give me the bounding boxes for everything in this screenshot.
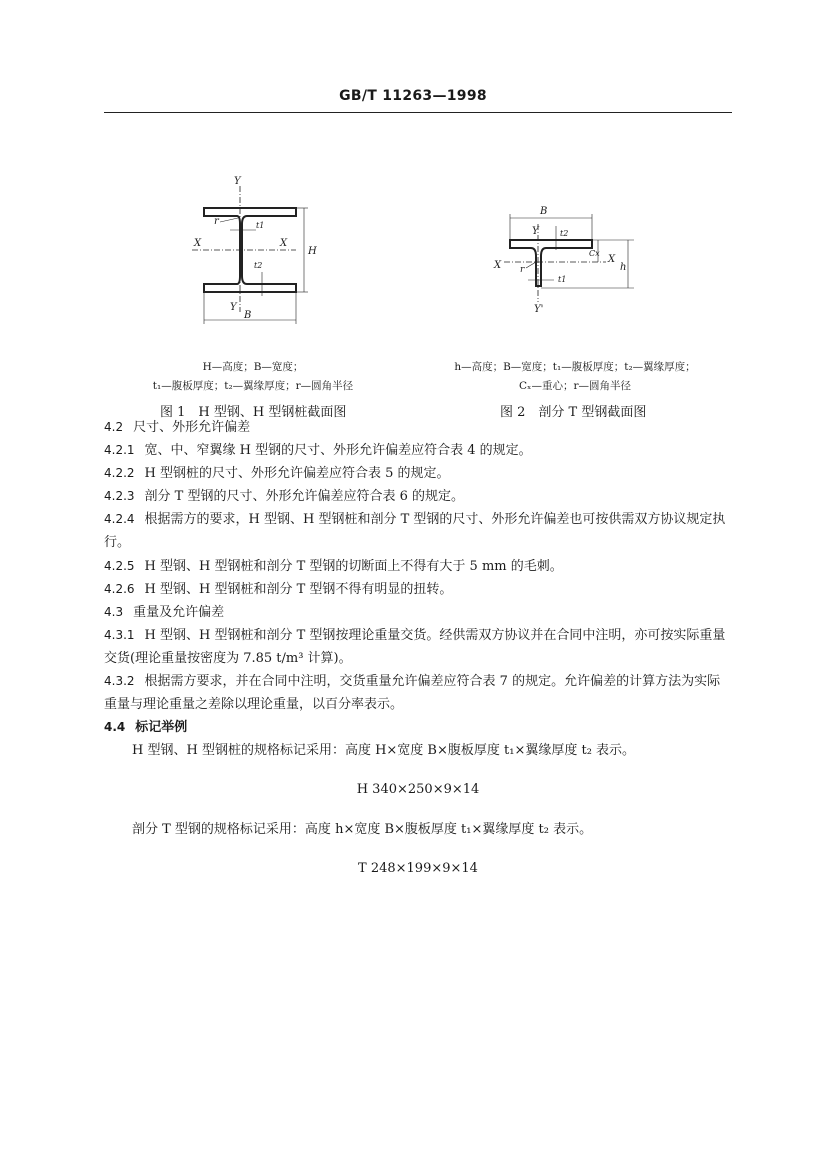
fig1-label-y-bottom: Y (230, 302, 237, 313)
section-4-3: 4.3 重量及允许偏差 (104, 604, 225, 620)
fig2-label-b: B (540, 206, 548, 217)
section-4-2-1: 4.2.1 宽、中、窄翼缘 H 型钢的尺寸、外形允许偏差应符合表 4 的规定。 (104, 443, 532, 459)
fig1-label-t2: t2 (254, 261, 263, 270)
section-4-2-3: 4.2.3 剖分 T 型钢的尺寸、外形允许偏差应符合表 6 的规定。 (104, 489, 465, 505)
fig1-label-r: r (214, 216, 219, 227)
fig2-label-x-left: X (494, 260, 502, 271)
figure-2-t-section-diagram (494, 206, 644, 316)
fig2-label-cx: Cx (589, 249, 600, 258)
figure-1-legend (118, 358, 388, 396)
section-4-2-5: 4.2.5 H 型钢、H 型钢桩和剖分 T 型钢的切断面上不得有大于 5 mm 的毛刺。 (104, 558, 563, 574)
h-example: H 340×250×9×14 (356, 782, 480, 798)
fig1-label-x-right: X (280, 238, 288, 249)
h-spec-text: H 型钢、H 型钢桩的规格标记采用：高度 H×宽度 B×腹板厚度 t₁×翼缘厚度 t₂ 表示。 (132, 743, 636, 759)
figure-1-h-beam-diagram (180, 172, 320, 332)
section-4-2-6: 4.2.6 H 型钢、H 型钢桩和剖分 T 型钢不得有明显的扭转。 (104, 581, 453, 597)
figure-1-caption: 图 1 H 型钢、H 型钢桩截面图 (160, 405, 347, 420)
t-spec-text: 剖分 T 型钢的规格标记采用：高度 h×宽度 B×腹板厚度 t₁×翼缘厚度 t₂ 表示。 (132, 821, 593, 837)
section-4-3-2: 4.3.2 根据需方要求，并在合同中注明，交货重量允许偏差应符合表 7 的规定。允许偏差的计算方法为实际重量与理论重量之差除以理论重量，以百分率表示。 (104, 674, 721, 713)
figure-2-legend-line-1: h—高度；B—宽度；t₁—腹板厚度；t₂—翼缘厚度； (454, 361, 696, 373)
fig2-label-x-right: X (608, 254, 616, 265)
fig2-label-t2: t2 (560, 229, 569, 238)
section-4-2-4: 4.2.4 根据需方的要求，H 型钢、H 型钢桩和剖分 T 型钢的尺寸、外形允许偏差也可按供需双方协议规定执行。 (104, 512, 726, 551)
fig1-label-b: B (244, 310, 252, 321)
fig1-label-h: H (308, 246, 317, 257)
figure-1-legend-line-2: t₁—腹板厚度；t₂—翼缘厚度；r—圆角半径 (152, 380, 354, 392)
fig2-label-y-bottom: Y' (534, 304, 544, 315)
figure-1-legend-line-1: H—高度；B—宽度； (202, 361, 304, 373)
fig2-label-y-top: Y (532, 226, 539, 237)
section-4-4: 4.4 标记举例 (104, 720, 188, 736)
header-rule (104, 112, 732, 113)
fig1-label-t1: t1 (256, 221, 265, 230)
fig1-label-x-left: X (194, 238, 202, 249)
figure-2-caption: 图 2 剖分 T 型钢截面图 (500, 405, 647, 420)
t-section-outline (510, 240, 592, 286)
body-text (104, 416, 732, 880)
section-4-3-1: 4.3.1 H 型钢、H 型钢桩和剖分 T 型钢按理论重量交货。经供需双方协议并在合同中注明，亦可按实际重量交货(理论重量按密度为 7.85 t/m³ 计算)。 (104, 627, 726, 666)
fig2-label-h: h (620, 262, 627, 273)
section-4-2: 4.2 尺寸、外形允许偏差 (104, 420, 251, 435)
fig2-label-r: r (520, 265, 525, 275)
standard-code-header: GB/T 11263—1998 (339, 88, 487, 104)
fig2-label-t1: t1 (558, 275, 567, 284)
section-4-2-2: 4.2.2 H 型钢桩的尺寸、外形允许偏差应符合表 5 的规定。 (104, 466, 450, 482)
t-example: T 248×199×9×14 (358, 860, 478, 876)
figure-2-legend (430, 358, 720, 396)
fig1-label-y-top: Y (234, 176, 241, 187)
figure-2-legend-line-2: Cₓ—重心；r—圆角半径 (518, 380, 631, 392)
